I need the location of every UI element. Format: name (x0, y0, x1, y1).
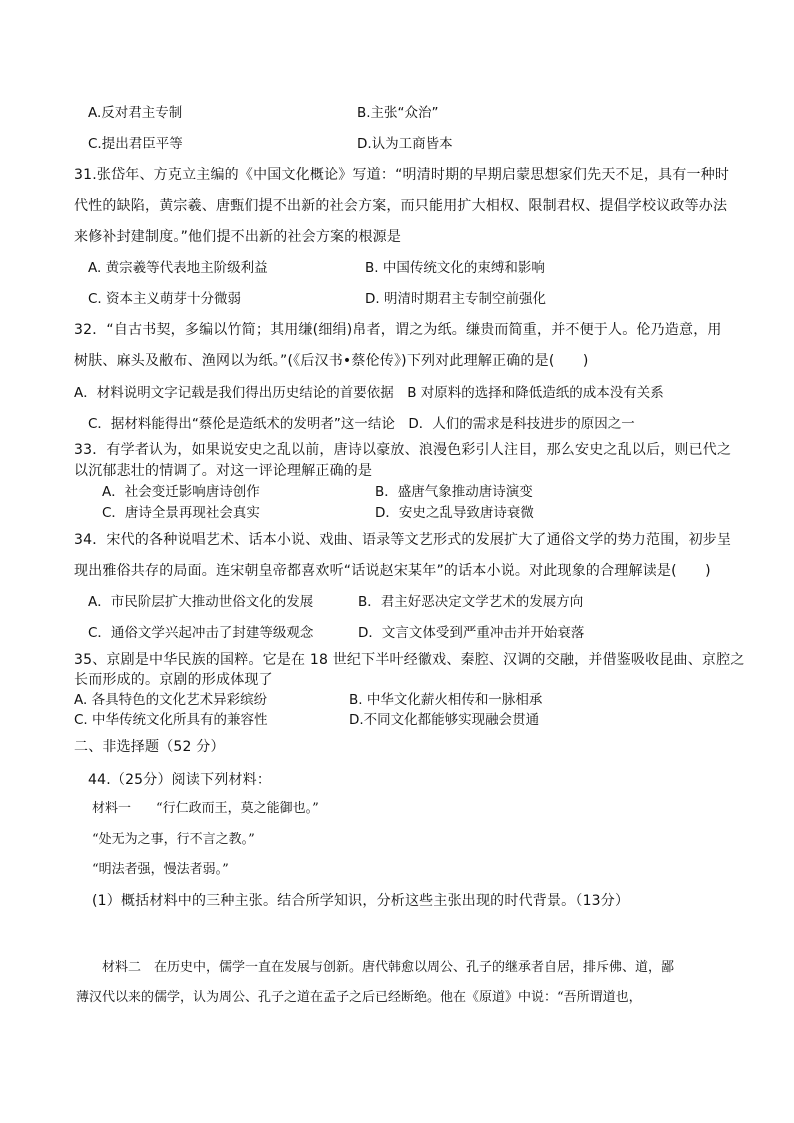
q35-stem-line2: 长而形成的。京剧的形成体现了 (74, 672, 273, 688)
q34-stem-line1: 34．宋代的各种说唱艺术、话本小说、戏曲、语录等文艺形式的发展扩大了通俗文学的势力范围，初步呈 (74, 532, 732, 548)
q33-stem-line1: 33．有学者认为，如果说安史之乱以前，唐诗以豪放、浪漫色彩引人注目，那么安史之乱以后，则已代之 (74, 442, 732, 458)
q32-options-cd: C．据材料能得出“蔡伦是造纸术的发明者”这一结论 D．人们的需求是科技进步的原因之一 (88, 416, 635, 432)
q31-option-d: D. 明清时期君主专制空前强化 (365, 291, 546, 307)
q33-option-a: A．社会变迁影响唐诗创作 (102, 484, 260, 500)
q35-stem-line1: 35、京剧是中华民族的国粹。它是在 18 世纪下半叶经徽戏、秦腔、汉调的交融，并借鉴吸收昆曲、京腔之 (74, 652, 745, 668)
q35-option-b: B. 中华文化薪火相传和一脉相承 (349, 692, 543, 708)
q31-option-c: C. 资本主义萌芽十分微弱 (88, 291, 242, 307)
q34-stem-line2: 现出雅俗共存的局面。连宋朝皇帝都喜欢听“话说赵宋某年”的话本小说。对此现象的合理解读是( ) (74, 563, 711, 579)
q30-option-b: B.主张“众治” (357, 105, 439, 121)
q31-option-b: B. 中国传统文化的束缚和影响 (365, 260, 545, 276)
section-title: 二、非选择题（52 分） (74, 739, 225, 755)
material2-line2: 薄汉代以来的儒学，认为周公、孔子之道在孟子之后已经断绝。他在《原道》中说：“吾所谓道也， (76, 990, 642, 1005)
q44-subquestion-1: (1）概括材料中的三种主张。结合所学知识，分析这些主张出现的时代背景。（13分） (92, 893, 630, 909)
material1-line2: “处无为之事，行不言之教。” (92, 832, 255, 847)
q31-stem-line1: 31.张岱年、方克立主编的《中国文化概论》写道：“明清时期的早期启蒙思想家们先天不足，具有一种时 (74, 167, 730, 183)
q31-option-a: A. 黄宗羲等代表地主阶级利益 (88, 260, 268, 276)
material1-line1: “行仁政而王，莫之能御也。” (156, 801, 319, 816)
q34-option-d: D．文言文体受到严重冲击并开始衰落 (358, 625, 585, 641)
q34-option-b: B．君主好恶决定文学艺术的发展方向 (358, 594, 584, 610)
q35-option-c: C. 中华传统文化所具有的兼容性 (74, 712, 268, 728)
q32-stem-line2: 树肤、麻头及敝布、渔网以为纸。”(《后汉书•蔡伦传》)下列对此理解正确的是( ) (74, 353, 589, 369)
q33-stem-line2: 以沉郁悲壮的情调了。对这一评论理解正确的是 (74, 463, 373, 479)
material2-line1: 材料二 在历史中，儒学一直在发展与创新。唐代韩愈以周公、孔子的继承者自居，排斥佛、道，鄙 (102, 960, 675, 975)
q30-option-d: D.认为工商皆本 (357, 136, 453, 152)
q33-option-b: B．盛唐气象推动唐诗演变 (375, 484, 533, 500)
q35-option-a: A. 各具特色的文化艺术异彩缤纷 (74, 692, 268, 708)
q33-option-d: D．安史之乱导致唐诗衰微 (375, 505, 534, 521)
q31-stem-line3: 来修补封建制度。”他们提不出新的社会方案的根源是 (74, 229, 402, 245)
q44-heading: 44.（25分）阅读下列材料： (88, 772, 272, 788)
q32-stem-line1: 32．“自古书契，多编以竹简；其用缣(细绢)帛者，谓之为纸。缣贵而简重，并不便于人。伦乃造意，用 (74, 322, 722, 338)
q34-option-a: A．市民阶层扩大推动世俗文化的发展 (88, 594, 314, 610)
q30-option-a: A.反对君主专制 (88, 105, 183, 121)
q34-option-c: C．通俗文学兴起冲击了封建等级观念 (88, 625, 314, 641)
q31-stem-line2: 代性的缺陷，黄宗羲、唐甄们提不出新的社会方案，而只能用扩大相权、限制君权、提倡学校议政等办法 (74, 198, 728, 214)
q30-option-c: C.提出君臣平等 (88, 136, 183, 152)
q33-option-c: C．唐诗全景再现社会真实 (102, 505, 260, 521)
q35-option-d: D.不同文化都能够实现融会贯通 (349, 712, 540, 728)
material1-line3: “明法者强，慢法者弱。” (92, 862, 229, 877)
material1-label: 材料一 (92, 801, 132, 816)
q32-options-ab: A．材料说明文字记载是我们得出历史结论的首要依据 B 对原料的选择和降低造纸的成本没有关系 (74, 385, 664, 401)
